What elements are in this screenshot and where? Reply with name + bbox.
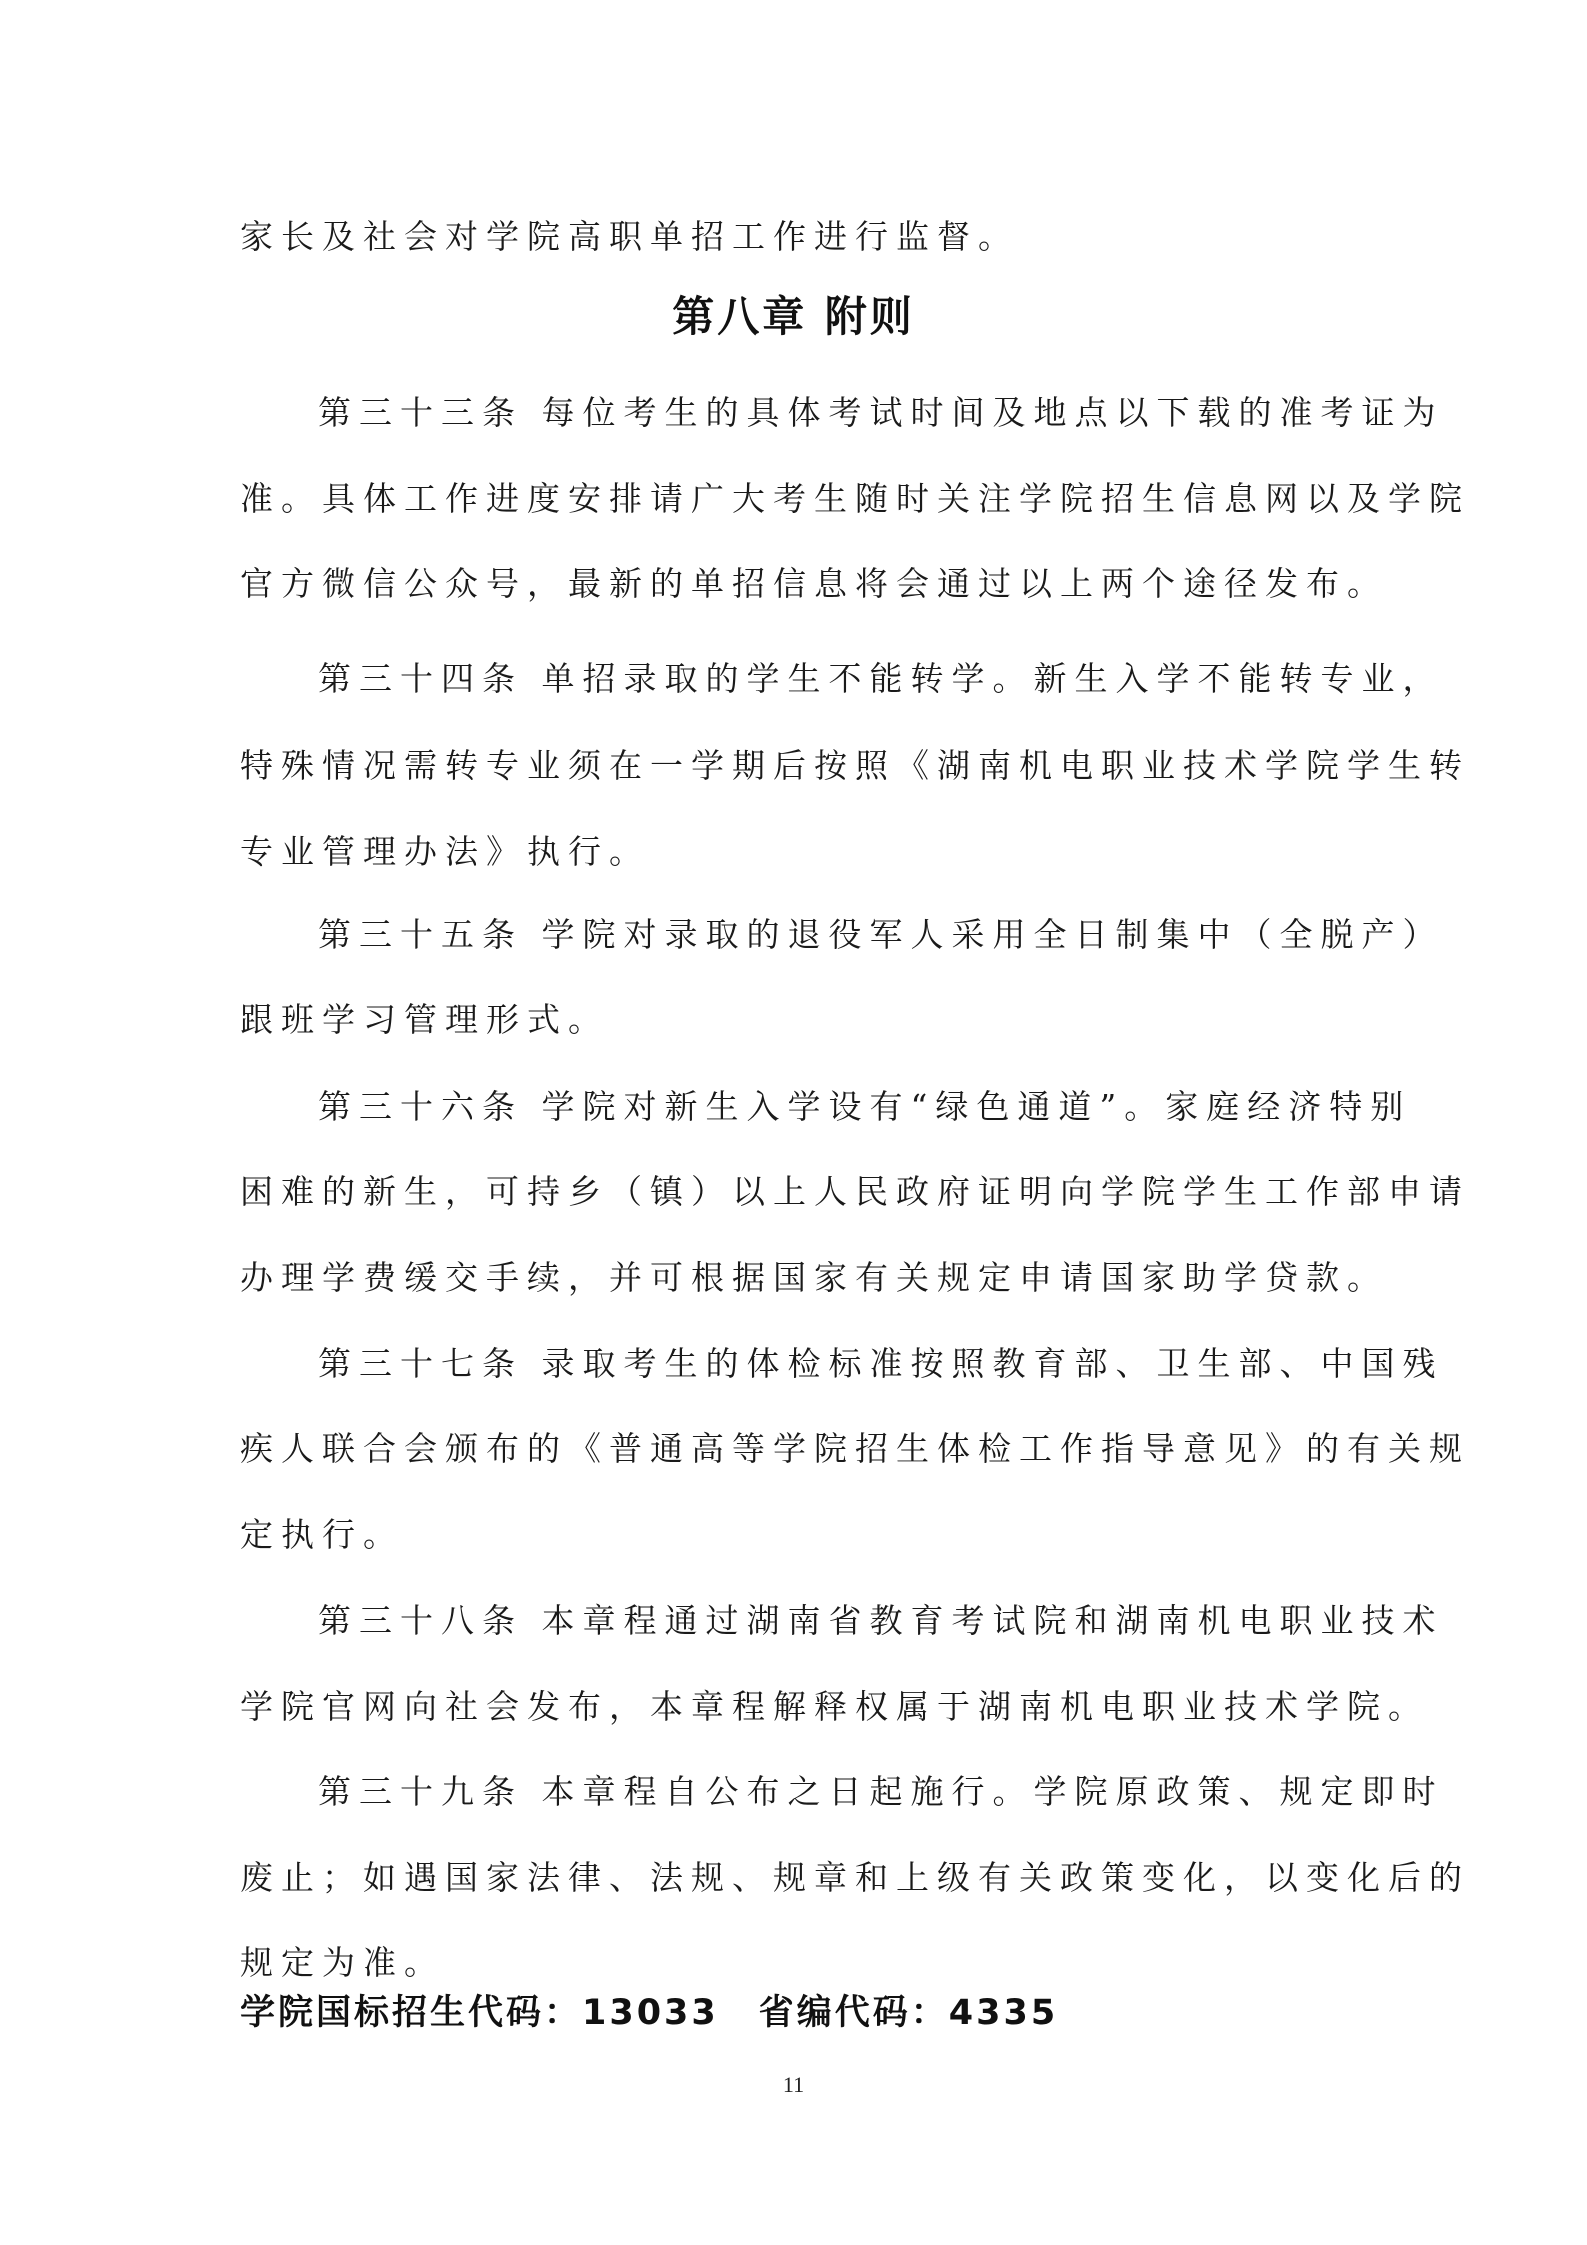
chapter-title: 第八章 附则 (672, 292, 915, 341)
article-34-line-3: 专业管理办法》执行。 (240, 832, 650, 871)
article-37-line-3: 定执行。 (240, 1515, 404, 1554)
province-code-label: 省编代码：4335 (758, 1993, 1059, 2033)
article-36-line-2: 困难的新生，可持乡（镇）以上人民政府证明向学院学生工作部申请 (240, 1172, 1470, 1211)
article-35-line-2: 跟班学习管理形式。 (240, 1000, 609, 1039)
admission-codes (240, 1993, 1059, 2033)
article-38-line-1: 第三十八条 本章程通过湖南省教育考试院和湖南机电职业技术 (318, 1601, 1444, 1640)
article-37-line-2: 疾人联合会颁布的《普通高等学院招生体检工作指导意见》的有关规 (240, 1429, 1470, 1468)
article-34-line-2: 特殊情况需转专业须在一学期后按照《湖南机电职业技术学院学生转 (240, 746, 1470, 785)
intro-line: 家长及社会对学院高职单招工作进行监督。 (240, 217, 1019, 256)
article-38-line-2: 学院官网向社会发布，本章程解释权属于湖南机电职业技术学院。 (240, 1687, 1429, 1726)
page-number: 11 (782, 2072, 805, 2097)
article-35-line-1: 第三十五条 学院对录取的退役军人采用全日制集中（全脱产） (318, 915, 1444, 954)
national-code-label: 学院国标招生代码：13033 (240, 1993, 719, 2033)
article-36-line-3: 办理学费缓交手续，并可根据国家有关规定申请国家助学贷款。 (240, 1258, 1388, 1297)
article-37-line-1: 第三十七条 录取考生的体检标准按照教育部、卫生部、中国残 (318, 1344, 1444, 1383)
article-33-line-3: 官方微信公众号，最新的单招信息将会通过以上两个途径发布。 (240, 564, 1388, 603)
article-39-line-3: 规定为准。 (240, 1943, 445, 1982)
article-34-line-1: 第三十四条 单招录取的学生不能转学。新生入学不能转专业， (318, 659, 1444, 698)
article-39-line-2: 废止；如遇国家法律、法规、规章和上级有关政策变化，以变化后的 (240, 1858, 1470, 1897)
article-33-line-2: 准。具体工作进度安排请广大考生随时关注学院招生信息网以及学院 (240, 479, 1470, 518)
article-36-line-1: 第三十六条 学院对新生入学设有“绿色通道”。家庭经济特别 (318, 1087, 1412, 1126)
article-33-line-1: 第三十三条 每位考生的具体考试时间及地点以下载的准考证为 (318, 393, 1444, 432)
article-39-line-1: 第三十九条 本章程自公布之日起施行。学院原政策、规定即时 (318, 1772, 1444, 1811)
